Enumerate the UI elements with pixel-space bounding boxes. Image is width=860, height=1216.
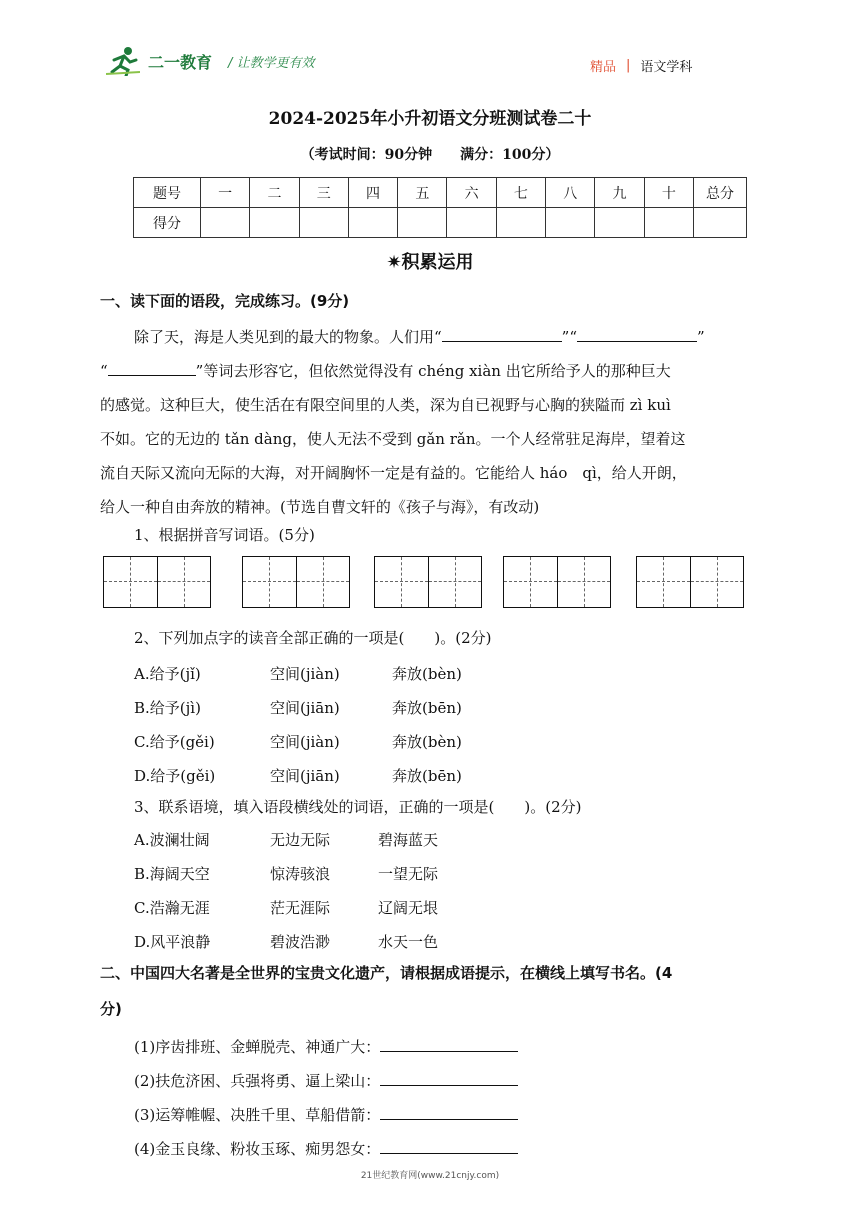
header-cell: 三 — [299, 178, 348, 208]
page-title: 2024-2025年小升初语文分班测试卷二十 — [268, 109, 592, 129]
option-row[interactable]: C.给予(gěi) 空间(jiàn) 奔放(bèn) — [134, 733, 462, 751]
score-header-row — [134, 178, 747, 208]
subject-label: 语文学科 — [640, 60, 693, 75]
list-item: (2)扶危济困、兵强将勇、逼上梁山： — [134, 1064, 518, 1098]
header-cell: 十 — [644, 178, 693, 208]
header-logo — [106, 46, 315, 76]
sub-question-2: 2、下列加点字的读音全部正确的一项是( )。(2分) — [134, 629, 492, 647]
sub-question-3: 3、联系语境，填入语段横线处的词语，正确的一项是( )。(2分) — [134, 798, 582, 816]
score-cell[interactable] — [201, 208, 250, 238]
slogan: / 让教学更有效 — [228, 55, 315, 71]
score-cell[interactable] — [299, 208, 348, 238]
question-1-heading: 一、读下面的语段，完成练习。(9分) — [100, 292, 350, 310]
section-heading: ✷积累运用 — [386, 252, 474, 273]
passage — [100, 320, 764, 524]
runner-logo-icon — [106, 46, 140, 76]
writing-grid[interactable] — [636, 556, 744, 608]
passage-line: 流自天际又流向无际的大海，对开阔胸怀一定是有益的。它能给人 háo qì，给人开朗， — [100, 464, 687, 482]
option-row[interactable]: A.波澜壮阔 无边无际 碧海蓝天 — [134, 831, 439, 849]
divider: | — [626, 58, 631, 73]
passage-line: 不如。它的无边的 tǎn dàng，使人无法不受到 gǎn rǎn。一个人经常驻足海岸，望着这 — [100, 430, 686, 448]
answer-line[interactable] — [380, 1071, 518, 1086]
sub-question-1: 1、根据拼音写词语。(5分) — [134, 526, 315, 544]
score-cell[interactable] — [595, 208, 644, 238]
writing-grid[interactable] — [242, 556, 350, 608]
header-cell: 七 — [496, 178, 545, 208]
option-row[interactable]: B.给予(jì) 空间(jiān) 奔放(bēn) — [134, 699, 462, 717]
writing-grid[interactable] — [103, 556, 211, 608]
logo-text: 二一教育 — [148, 52, 213, 72]
header-cell: 一 — [201, 178, 250, 208]
header-cell: 二 — [250, 178, 299, 208]
header-cell: 四 — [348, 178, 397, 208]
footer: 21世纪教育网(www.21cnjy.com) — [360, 1171, 500, 1181]
answer-blank[interactable] — [108, 359, 196, 376]
option-row[interactable]: A.给予(jǐ) 空间(jiàn) 奔放(bèn) — [134, 665, 462, 683]
writing-grid[interactable] — [374, 556, 482, 608]
q2-items — [134, 1030, 518, 1166]
header-cell: 题号 — [134, 178, 201, 208]
score-cell[interactable] — [644, 208, 693, 238]
answer-line[interactable] — [380, 1105, 518, 1120]
header-right — [590, 56, 692, 75]
question-2-heading: 二、中国四大名著是全世界的宝贵文化遗产，请根据成语提示，在横线上填写书名。(4 — [100, 964, 673, 982]
question-2-heading-cont: 分) — [100, 1000, 122, 1018]
answer-blank[interactable] — [442, 325, 562, 342]
header-cell: 八 — [546, 178, 595, 208]
option-row[interactable]: D.给予(gěi) 空间(jiān) 奔放(bēn) — [134, 767, 462, 785]
list-item: (1)序齿排班、金蝉脱壳、神通广大： — [134, 1030, 518, 1064]
score-cell[interactable] — [496, 208, 545, 238]
list-item: (3)运筹帷幄、决胜千里、草船借箭： — [134, 1098, 518, 1132]
sub2-options — [134, 657, 462, 793]
passage-line: 除了天，海是人类见到的最大的物象。人们用“ ”“ ” — [100, 320, 764, 354]
option-row[interactable]: D.风平浪静 碧波浩渺 水天一色 — [134, 933, 439, 951]
row-label: 得分 — [134, 208, 201, 238]
option-row[interactable]: C.浩瀚无涯 茫无涯际 辽阔无垠 — [134, 899, 439, 917]
header-cell: 六 — [447, 178, 496, 208]
score-cell[interactable] — [694, 208, 747, 238]
exam-info: （考试时间：90分钟 满分：100分） — [300, 147, 560, 163]
score-cell[interactable] — [398, 208, 447, 238]
sub3-options — [134, 823, 438, 959]
header-cell: 九 — [595, 178, 644, 208]
badge: 精品 — [590, 60, 617, 75]
list-item: (4)金玉良缘、粉妆玉琢、痴男怨女： — [134, 1132, 518, 1166]
header-cell: 总分 — [694, 178, 747, 208]
score-cell[interactable] — [546, 208, 595, 238]
passage-line: “ ”等词去形容它，但依然觉得没有 chéng xiàn 出它所给予人的那种巨大 — [100, 354, 764, 388]
passage-line: 给人一种自由奔放的精神。(节选自曹文轩的《孩子与海》，有改动) — [100, 498, 540, 516]
score-table — [133, 177, 747, 238]
score-cell[interactable] — [447, 208, 496, 238]
score-row — [134, 208, 747, 238]
option-row[interactable]: B.海阔天空 惊涛骇浪 一望无际 — [134, 865, 439, 883]
score-cell[interactable] — [250, 208, 299, 238]
header-cell: 五 — [398, 178, 447, 208]
answer-line[interactable] — [380, 1139, 518, 1154]
answer-blank[interactable] — [577, 325, 697, 342]
score-cell[interactable] — [348, 208, 397, 238]
slogan-text: 让教学更有效 — [236, 55, 315, 71]
passage-line: 的感觉。这种巨大，使生活在有限空间里的人类，深为自已视野与心胸的狭隘而 zì kuì — [100, 396, 671, 414]
writing-grid[interactable] — [503, 556, 611, 608]
answer-line[interactable] — [380, 1037, 518, 1052]
